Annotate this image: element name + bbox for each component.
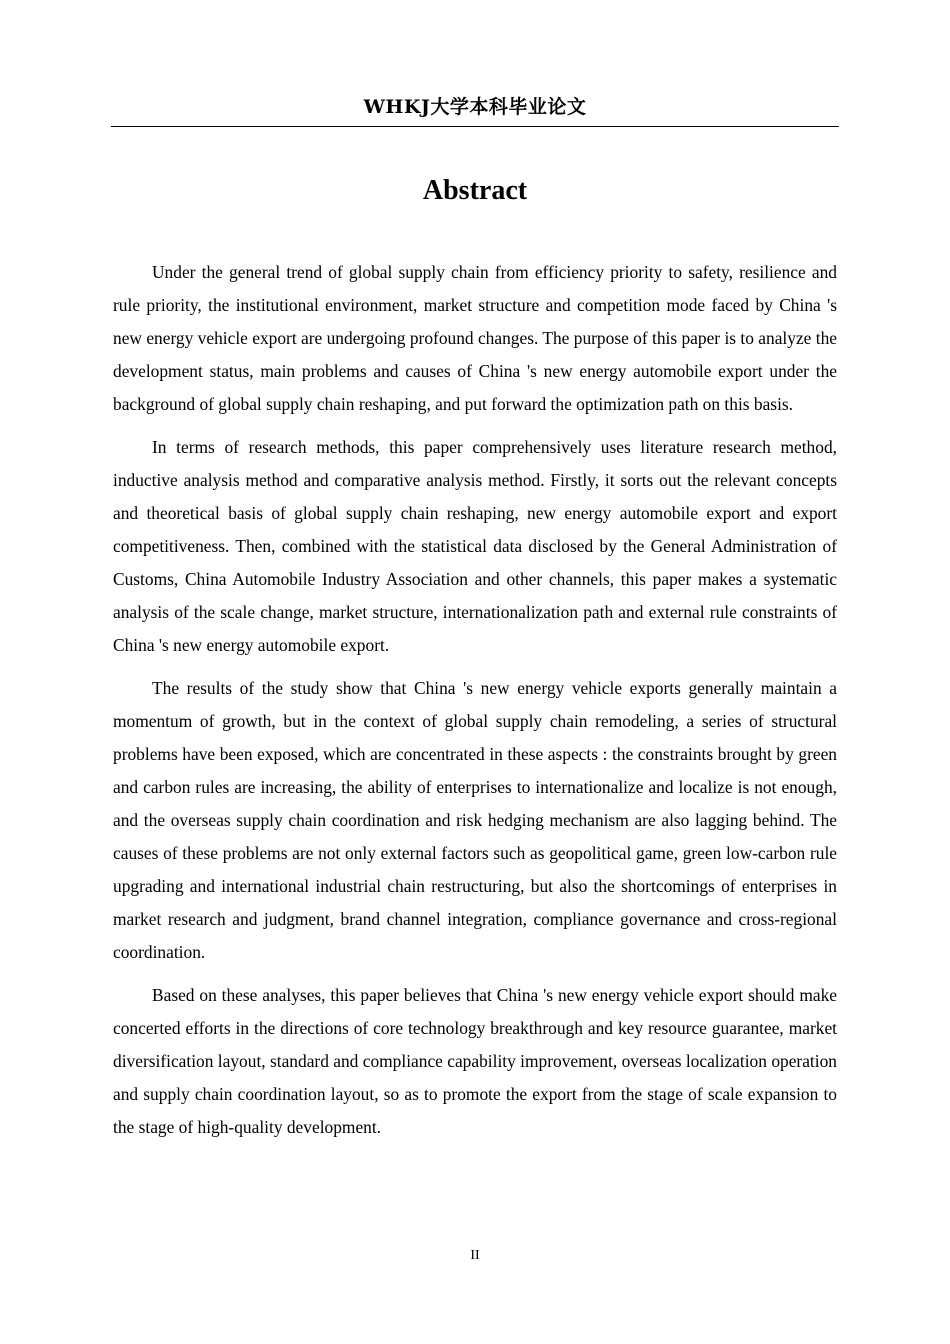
abstract-paragraph-2: In terms of research methods, this paper comprehensively uses literature research method, inductive analysis method and comparative analysis method. Firstly, it sorts out the relevant concepts and theoretical basis of global supply chain reshaping, new energy automobile export and export competitiveness. Then, combined with the statistical data disclosed by the General Administration of Customs, China Automobile Industry Association and other channels, this paper makes a systematic analysis of the scale change, market structure, internationalization path and external rule constraints of China 's new energy automobile export. [113, 437, 837, 655]
abstract-body [113, 256, 837, 1154]
abstract-paragraph-3: The results of the study show that China 's new energy vehicle exports generally maintain a momentum of growth, but in the context of global supply chain remodeling, a series of structural problems have been exposed, which are concentrated in these aspects : the constraints brought by green and carbon rules are increasing, the ability of enterprises to internationalize and localize is not enough, and the overseas supply chain coordination and risk hedging mechanism are also lagging behind. The causes of these problems are not only external factors such as geopolitical game, green low-carbon rule upgrading and international industrial chain restructuring, but also the shortcomings of enterprises in market research and judgment, brand channel integration, compliance governance and cross-regional coordination. [113, 678, 837, 962]
abstract-paragraph-1: Under the general trend of global supply chain from efficiency priority to safety, resilience and rule priority, the institutional environment, market structure and competition mode faced by China 's new energy vehicle export are undergoing profound changes. The purpose of this paper is to analyze the development status, main problems and causes of China 's new energy automobile export under the background of global supply chain reshaping, and put forward the optimization path on this basis. [113, 262, 837, 414]
abstract-paragraph-4: Based on these analyses, this paper believes that China 's new energy vehicle export should make concerted efforts in the directions of core technology breakthrough and key resource guarantee, market diversification layout, standard and compliance capability improvement, overseas localization operation and supply chain coordination layout, so as to promote the export from the stage of scale expansion to the stage of high-quality development. [113, 985, 837, 1137]
header-title: WHKJ大学本科毕业论文 [363, 96, 587, 118]
page-number: II [470, 1248, 480, 1263]
abstract-heading: Abstract [422, 175, 528, 206]
page-header [111, 92, 839, 127]
